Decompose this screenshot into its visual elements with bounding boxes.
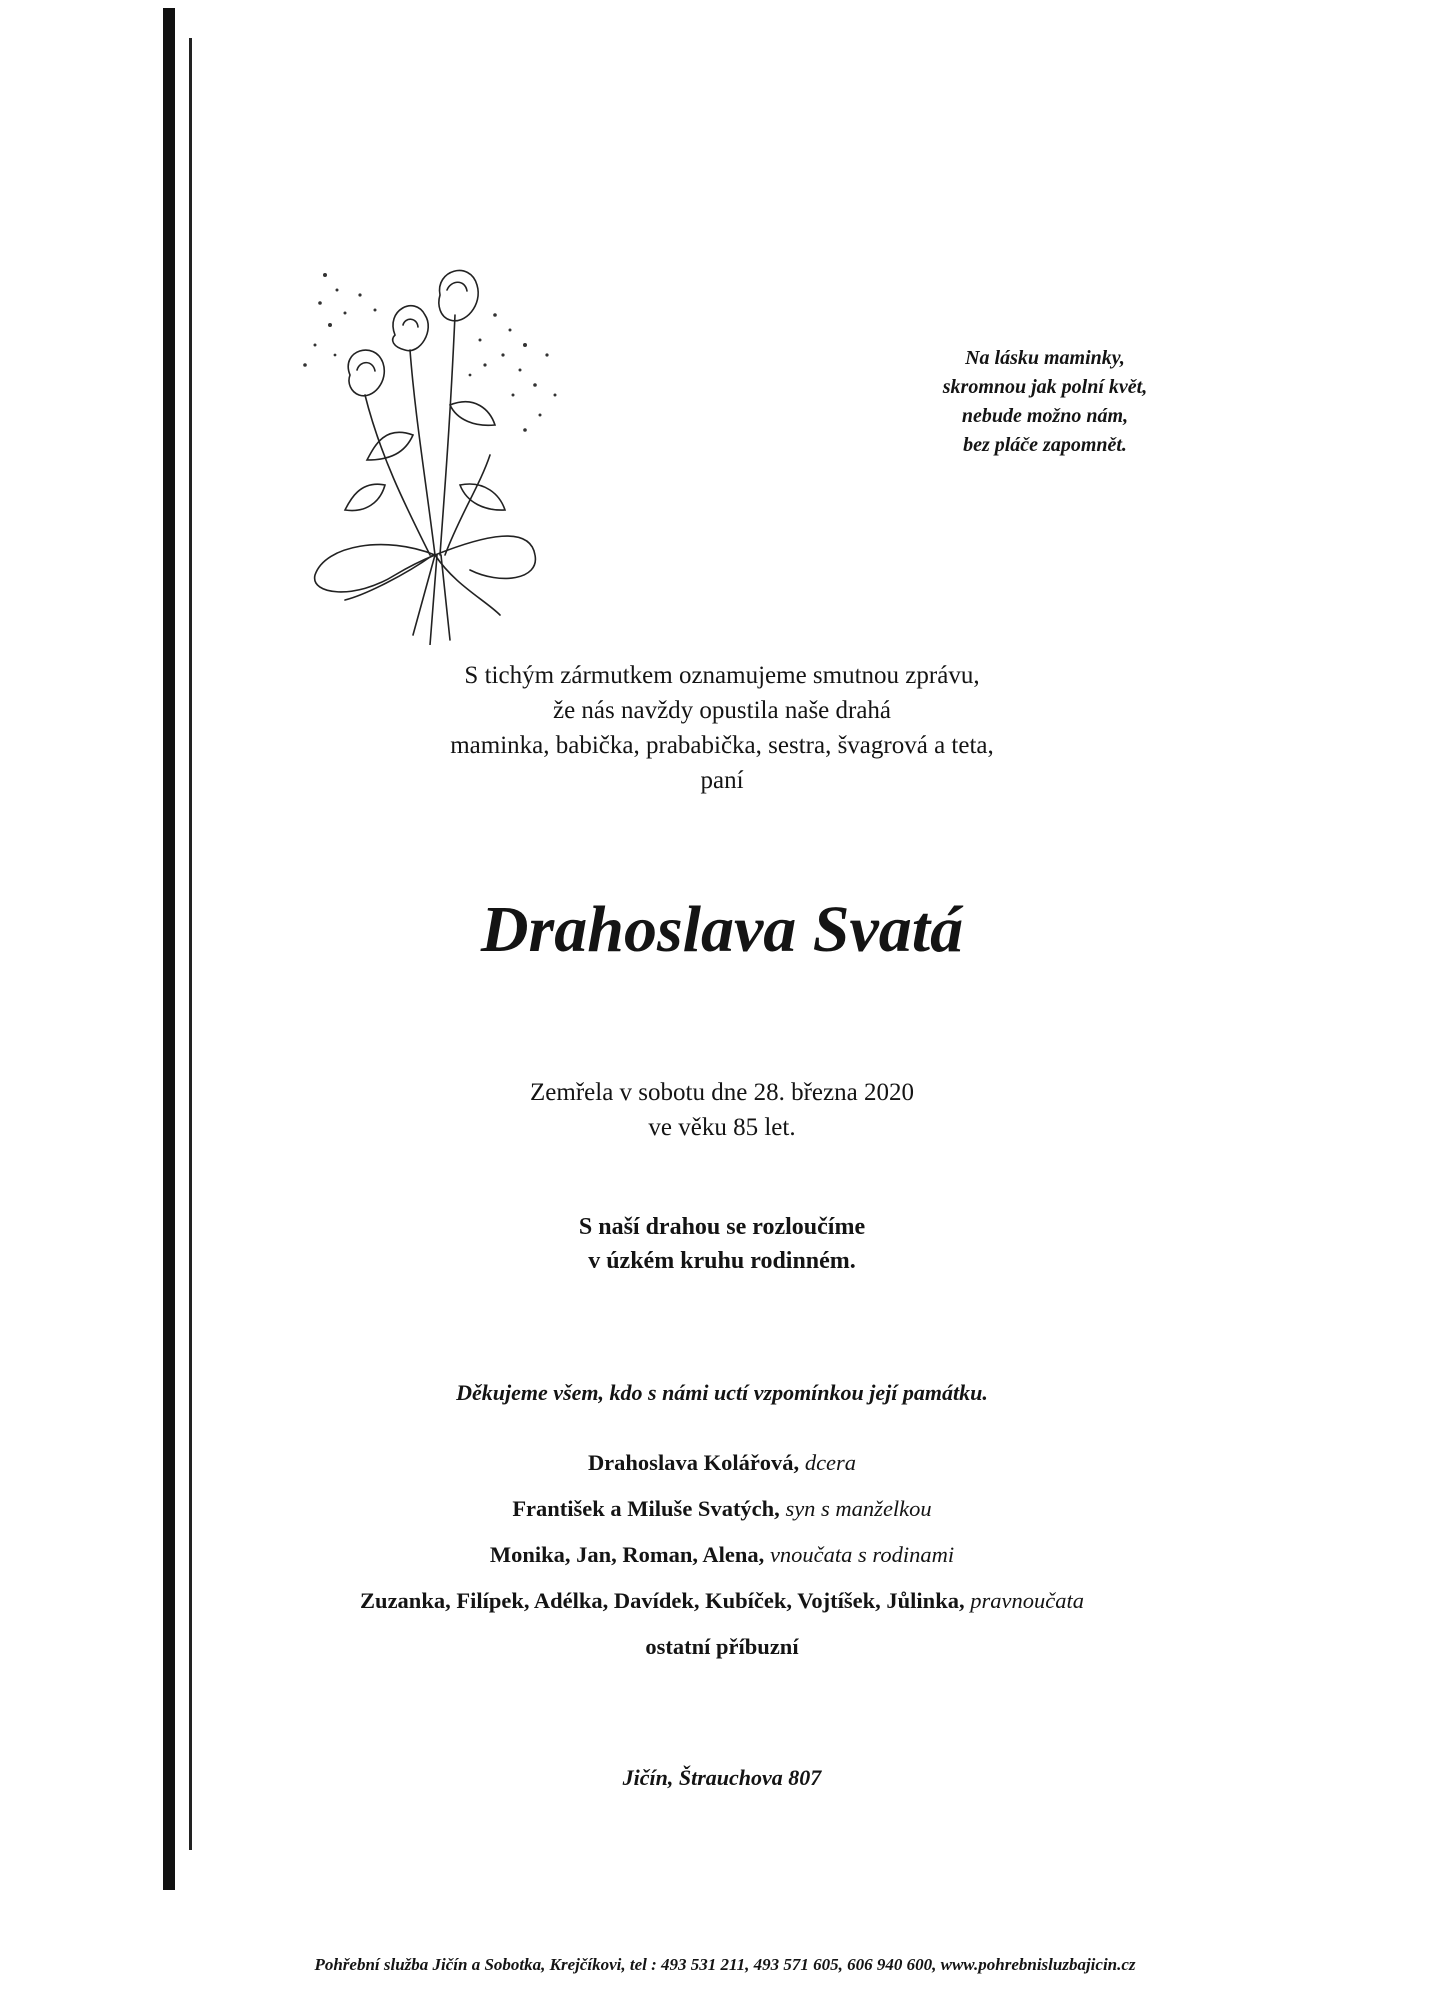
death-line: ve věku 85 let. [648, 1114, 796, 1141]
mourner-names: Monika, Jan, Roman, Alena, [489, 1542, 765, 1567]
mourner-relation: pravnoučata [964, 1588, 1084, 1613]
mourner-names: František a Miluše Svatých, [512, 1496, 780, 1521]
mourner-relation: dcera [799, 1450, 857, 1475]
mourner-relation: syn s manželkou [779, 1496, 932, 1521]
thanks-line: Děkujeme všem, kdo s námi uctí vzpomínkou její památku. [456, 1380, 988, 1405]
poem-line: nebude možno nám, [961, 405, 1129, 427]
mourner-entry [192, 1532, 1252, 1578]
poem-line: skromnou jak polní květ, [942, 376, 1148, 398]
mourner-names: Drahoslava Kolářová, [587, 1450, 800, 1475]
mourner-entry [192, 1578, 1252, 1624]
mourner-entry [192, 1440, 1252, 1486]
farewell-line: S naší drahou se rozloučíme [578, 1214, 866, 1240]
mourners-list [192, 1440, 1252, 1670]
intro-line: že nás navždy opustila naše drahá [552, 697, 892, 724]
mourner-names: Zuzanka, Filípek, Adélka, Davídek, Kubíček, Vojtíšek, Jůlinka, [360, 1588, 965, 1613]
farewell-notice [192, 1210, 1252, 1278]
mourning-bar-thick [163, 8, 175, 1890]
intro-line: paní [700, 767, 744, 794]
intro-line: maminka, babička, prababička, sestra, švagrová a teta, [450, 732, 994, 759]
mourner-names: ostatní příbuzní [645, 1634, 799, 1659]
funeral-service-footer: Pohřební služba Jičín a Sobotka, Krejčíkovi, tel : 493 531 211, 493 571 605, 606 940 600, www.pohrebnisluzbajicin.cz [314, 1955, 1136, 1974]
death-details [192, 1075, 1252, 1145]
death-line: Zemřela v sobotu dne 28. března 2020 [530, 1079, 914, 1106]
mourner-relation: vnoučata s rodinami [764, 1542, 955, 1567]
family-address: Jičín, Štrauchova 807 [622, 1765, 822, 1790]
poem-line: bez pláče zapomnět. [963, 434, 1127, 456]
mourner-entry [192, 1486, 1252, 1532]
mourner-entry [192, 1624, 1252, 1670]
rose-bouquet-illustration [285, 255, 585, 645]
poem-line: Na lásku maminky, [965, 347, 1125, 369]
farewell-line: v úzkém kruhu rodinném. [588, 1248, 856, 1274]
intro-line: S tichým zármutkem oznamujeme smutnou zprávu, [464, 662, 980, 689]
memorial-poem [880, 344, 1210, 460]
deceased-name: Drahoslava Svatá [480, 893, 964, 966]
announcement-intro [192, 658, 1252, 798]
